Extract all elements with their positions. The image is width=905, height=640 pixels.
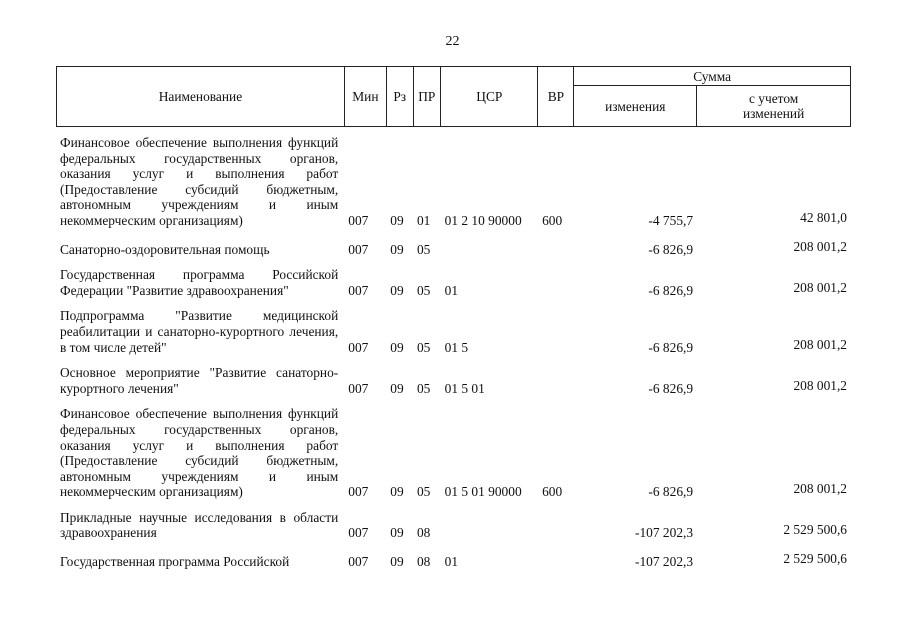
header-vr: ВР: [538, 67, 574, 127]
table-row: [56, 260, 851, 301]
row-change: -6 826,9: [648, 339, 694, 355]
row-name: Санаторно-оздоровительная помощь: [60, 241, 270, 257]
header-pr: ПР: [413, 67, 441, 127]
row-rz: 09: [390, 339, 404, 355]
table-row: [56, 232, 851, 261]
row-min: 007: [348, 212, 369, 228]
row-pr: 05: [416, 380, 431, 396]
header-rz: Рз: [386, 67, 413, 127]
row-name: Государственная программа Российской Федерации "Развитие здравоохранения": [60, 267, 339, 298]
header-change: изменения: [574, 86, 697, 127]
row-change: -6 826,9: [648, 380, 694, 396]
row-rz: 09: [390, 380, 404, 396]
header-name: Наименование: [57, 67, 345, 127]
table-row: [56, 301, 851, 358]
table-row: [56, 399, 851, 503]
row-vr: [538, 544, 574, 573]
row-name: Основное мероприятие "Развитие санаторно-курортного лечения": [60, 365, 339, 396]
row-pr: 08: [416, 525, 431, 541]
row-csr: [441, 503, 538, 544]
row-total: 208 001,2: [793, 238, 847, 254]
row-change: -6 826,9: [648, 241, 694, 257]
row-vr: 600: [542, 212, 563, 228]
row-csr: 01: [444, 554, 459, 570]
row-name: Прикладные научные исследования в области здравоохранения: [60, 509, 339, 541]
table-row: [56, 131, 851, 232]
table-row: [56, 503, 851, 544]
row-vr: [538, 260, 574, 301]
row-vr: [538, 503, 574, 544]
row-pr: 05: [416, 282, 431, 298]
row-name: Финансовое обеспечение выполнения функций федеральных государственных органов, оказания услуг и выполнения работ (Предоставление субсидий бюджетным, автономным учреждениям и иным некоммерческим организациям): [60, 135, 339, 228]
row-total: 42 801,0: [800, 209, 847, 225]
row-rz: 09: [390, 282, 404, 298]
row-rz: 09: [390, 525, 404, 541]
row-total: 208 001,2: [793, 377, 847, 393]
row-pr: 05: [416, 241, 431, 257]
row-vr: [538, 301, 574, 358]
row-pr: 01: [416, 212, 431, 228]
table-row: [56, 358, 851, 399]
row-change: -107 202,3: [635, 525, 694, 541]
row-min: 007: [348, 554, 369, 570]
row-total: 208 001,2: [793, 481, 847, 497]
table-header: [56, 66, 851, 127]
table-row: [56, 544, 851, 573]
row-min: 007: [348, 282, 369, 298]
row-name: Подпрограмма "Развитие медицинской реабилитации и санаторно-курортного лечения, в том числе детей": [60, 308, 339, 355]
row-csr: 01 5 01 90000: [444, 484, 522, 500]
row-rz: 09: [390, 241, 404, 257]
row-pr: 05: [416, 339, 431, 355]
row-total: 208 001,2: [793, 336, 847, 352]
header-with-change-line2: изменений: [742, 106, 805, 121]
row-change: -107 202,3: [635, 554, 694, 570]
row-name: Государственная программа Российской: [60, 554, 290, 570]
header-with-change-line1: с учетом: [748, 91, 799, 106]
row-min: 007: [348, 484, 369, 500]
row-pr: 05: [416, 484, 431, 500]
page-number: 22: [445, 34, 460, 49]
row-change: -6 826,9: [648, 282, 694, 298]
row-csr: [441, 232, 538, 261]
row-total: 2 529 500,6: [783, 551, 847, 567]
header-min: Мин: [344, 67, 386, 127]
row-name: Финансовое обеспечение выполнения функций федеральных государственных органов, оказания услуг и выполнения работ (Предоставление субсидий бюджетным, автономным учреждениям и иным некоммерческим организациям): [60, 406, 339, 500]
row-vr: [538, 358, 574, 399]
row-csr: 01: [444, 282, 459, 298]
row-total: 2 529 500,6: [783, 522, 847, 538]
row-csr: 01 5: [444, 339, 469, 355]
row-change: -6 826,9: [648, 484, 694, 500]
row-rz: 09: [390, 554, 404, 570]
row-min: 007: [348, 525, 369, 541]
row-pr: 08: [416, 554, 431, 570]
row-min: 007: [348, 241, 369, 257]
row-min: 007: [348, 380, 369, 396]
row-vr: 600: [542, 484, 563, 500]
row-min: 007: [348, 339, 369, 355]
row-rz: 09: [390, 212, 404, 228]
row-vr: [538, 232, 574, 261]
header-with-change: [697, 86, 851, 127]
row-total: 208 001,2: [793, 279, 847, 295]
header-csr: ЦСР: [441, 67, 538, 127]
row-change: -4 755,7: [648, 212, 694, 228]
row-csr: 01 2 10 90000: [444, 212, 522, 228]
row-csr: 01 5 01: [444, 380, 485, 396]
table-body: [56, 131, 851, 573]
header-sum: Сумма: [574, 67, 851, 86]
row-rz: 09: [390, 484, 404, 500]
